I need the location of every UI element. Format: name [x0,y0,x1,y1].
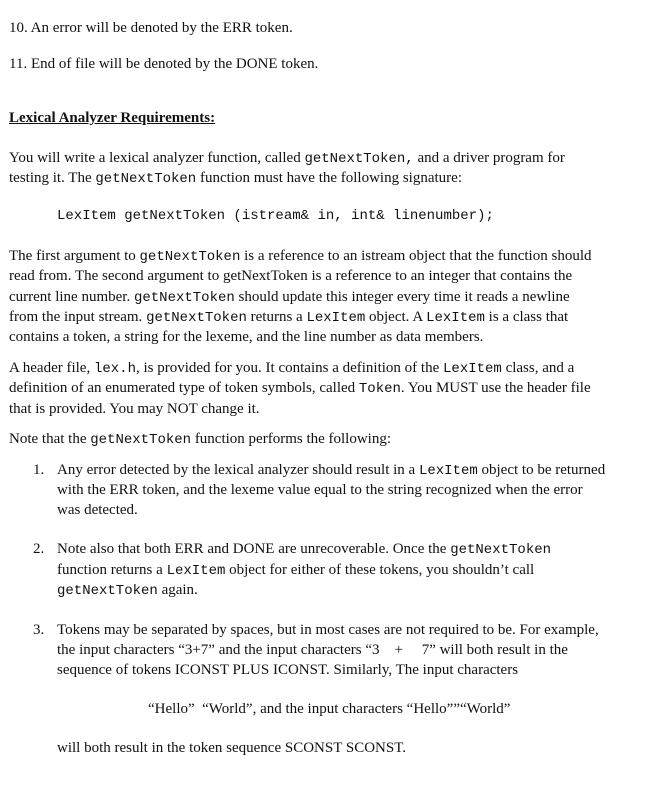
paragraph-1-line-2 [9,168,462,189]
item-1-line-2: with the ERR token, and the lexeme value equal to the string recognized when the error [57,482,583,498]
text: object to be returned [477,462,606,478]
rule-11: 11. End of file will be denoted by the DONE token. [9,56,319,72]
text: again. [157,582,198,598]
item-3-example: “Hello” “World”, and the input characters “Hello””“World” [148,701,511,717]
list-number-3: 3. [33,622,45,638]
item-1-line-1 [57,460,605,481]
code-ref: getNextToken [139,249,241,265]
code-ref: lex.h [93,361,136,377]
text: . You MUST use the header file [400,380,591,396]
paragraph-3-line-1 [9,358,574,379]
text: object. A [365,309,427,325]
text: should update this integer every time it reads a newline [234,289,570,305]
code-ref: getNextToken [450,542,552,558]
text: You will write a lexical analyzer function, called [9,150,305,166]
code-ref: getNextToken [133,290,235,306]
text: current line number. [9,289,134,305]
text: object for either of these tokens, you shouldn’t call [225,562,535,578]
code-ref: getNextToken [146,310,247,326]
text: returns a [246,309,307,325]
code-ref: getNextToken [95,171,197,187]
paragraph-3-line-2 [9,378,591,399]
code-ref: getNextToken, [304,151,414,167]
item-3-line-5: will both result in the token sequence SCONST SCONST. [57,740,407,756]
text: is a reference to an istream object that the function should [240,248,592,264]
paragraph-2-line-4 [9,307,568,328]
text: Note that the [9,431,91,447]
text: testing it. The [9,170,96,186]
item-3-line-1: Tokens may be separated by spaces, but in most cases are not required to be. For example, [57,622,599,638]
item-2-line-3 [57,580,198,601]
code-ref: getNextToken [57,583,158,599]
text: from the input stream. [9,309,147,325]
text: function must have the following signature: [196,170,462,186]
text: function performs the following: [191,431,392,447]
item-3-line-2: the input characters “3+7” and the input characters “3 + 7” will both result in the [57,642,568,658]
code-ref: Token [358,381,401,397]
code-ref: getNextToken [90,432,192,448]
text: is a class that [484,309,569,325]
text: function returns a [57,562,167,578]
code-ref: LexItem [426,310,485,326]
paragraph-3-line-3: that is provided. You may NOT change it. [9,401,260,417]
text: and a driver program for [413,150,565,166]
code-ref: LexItem [443,361,502,377]
paragraph-4 [9,429,391,450]
text: Note also that both ERR and DONE are unrecoverable. Once the [57,541,451,557]
paragraph-2-line-2: read from. The second argument to getNextToken is a reference to an integer that contains the [9,268,573,284]
code-ref: LexItem [418,463,478,479]
section-heading: Lexical Analyzer Requirements: [9,110,216,126]
text: , is provided for you. It contains a definition of the [135,360,444,376]
text: A header file, [9,360,94,376]
item-2-line-1 [57,539,551,560]
code-ref: LexItem [166,563,226,579]
list-number-1: 1. [33,462,45,478]
function-signature: LexItem getNextToken (istream& in, int& linenumber); [57,208,494,224]
item-3-line-3: sequence of tokens ICONST PLUS ICONST. Similarly, The input characters [57,662,519,678]
text: definition of an enumerated type of token symbols, called [9,380,359,396]
item-1-line-3: was detected. [57,502,138,518]
item-2-line-2 [57,560,534,581]
text: class, and a [501,360,575,376]
paragraph-1-line-1 [9,148,565,169]
paragraph-2-line-1 [9,246,591,267]
text: The first argument to [9,248,140,264]
paragraph-2-line-3 [9,287,570,308]
rule-10: 10. An error will be denoted by the ERR token. [9,20,293,36]
paragraph-2-line-5: contains a token, a string for the lexeme, and the line number as data members. [9,329,484,345]
list-number-2: 2. [33,541,45,557]
code-ref: LexItem [306,310,366,326]
text: Any error detected by the lexical analyzer should result in a [57,462,419,478]
